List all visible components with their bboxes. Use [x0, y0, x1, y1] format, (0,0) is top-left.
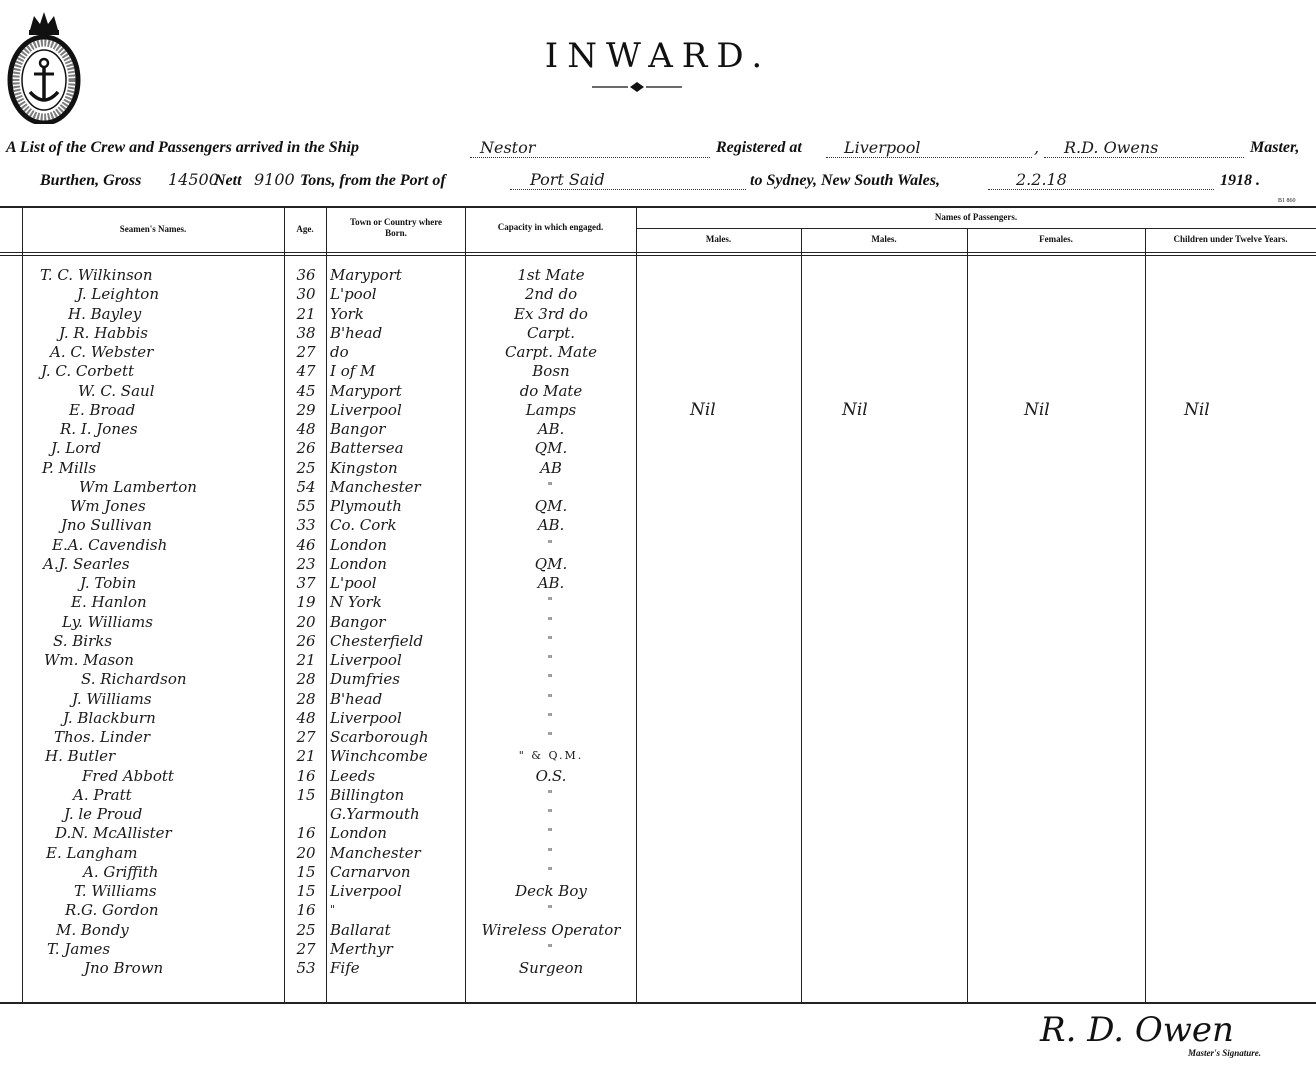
header-males-1: Males.: [705, 234, 732, 244]
seaman-capacity: Carpt. Mate: [505, 343, 597, 361]
seaman-birthplace: Kingston: [330, 458, 398, 477]
from-port-field: [510, 170, 746, 190]
seaman-name: Fred Abbott: [82, 766, 174, 785]
seaman-age: 36: [296, 266, 316, 284]
seaman-age: 48: [296, 708, 316, 727]
arrival-date-field: [988, 170, 1214, 190]
seaman-name: Ly. Williams: [62, 612, 153, 631]
seaman-age: 16: [296, 824, 316, 843]
seaman-age: 46: [296, 535, 316, 554]
seaman-birthplace: L'pool: [330, 574, 377, 592]
col-rule-age: [326, 207, 327, 1002]
seaman-capacity: do Mate: [519, 381, 583, 400]
header-seamens-names: Seamen's Names.: [119, 224, 187, 234]
seaman-capacity: AB.: [537, 516, 565, 535]
col-rule-born: [465, 207, 466, 1002]
gross-tonnage: 14500: [168, 170, 219, 189]
seaman-birthplace: I of M: [330, 362, 376, 381]
seaman-age: 33: [296, 516, 316, 535]
col-rule-capacity: [636, 207, 637, 1002]
tons-from-port-label: Tons, from the Port of: [300, 172, 446, 189]
seaman-name: H. Bayley: [68, 304, 142, 323]
seaman-name: Wm. Mason: [44, 651, 134, 669]
crew-list-prefix: A List of the Crew and Passengers arrived in the Ship: [6, 139, 359, 156]
seaman-age: 54: [296, 477, 316, 496]
seaman-age: 25: [296, 458, 316, 477]
seaman-age: 55: [296, 497, 316, 515]
seaman-birthplace: Liverpool: [330, 651, 402, 669]
seaman-capacity: ": [547, 864, 555, 878]
seaman-age: 26: [296, 631, 316, 650]
seaman-age: 21: [296, 304, 316, 323]
registered-port: Liverpool: [844, 138, 921, 157]
seaman-birthplace: Liverpool: [330, 400, 402, 419]
seaman-name: Wm Jones: [70, 497, 146, 515]
seaman-name: R. I. Jones: [60, 420, 138, 438]
comma-1: ,: [1034, 138, 1040, 157]
seaman-name: S. Richardson: [81, 670, 187, 689]
seaman-birthplace: Liverpool: [330, 708, 402, 727]
seaman-name: T. Williams: [74, 882, 157, 900]
page-title: INWARD.: [544, 36, 772, 76]
seaman-capacity: ": [547, 941, 555, 955]
registered-port-field: [826, 138, 1032, 158]
seaman-age: 25: [296, 920, 316, 939]
children-nil: Nil: [1184, 400, 1210, 420]
males-2-nil: Nil: [842, 400, 868, 420]
seaman-name: A.J. Searles: [43, 554, 130, 573]
seaman-birthplace: Manchester: [330, 843, 421, 862]
seaman-name: W. C. Saul: [78, 381, 155, 400]
header-age: Age.: [296, 224, 314, 234]
col-rule-females: [1145, 229, 1146, 1002]
seaman-age: 38: [296, 323, 316, 342]
seaman-birthplace: do: [330, 343, 349, 361]
seaman-birthplace: L'pool: [330, 285, 377, 304]
seaman-capacity: AB.: [537, 420, 565, 438]
seaman-capacity: ": [547, 595, 555, 609]
seaman-name: E. Langham: [46, 843, 138, 862]
seaman-birthplace: N York: [330, 593, 382, 612]
seaman-capacity: 2nd do: [524, 285, 578, 304]
seaman-age: 21: [296, 651, 316, 669]
seaman-age: 28: [296, 670, 316, 689]
seaman-capacity: Carpt.: [527, 323, 575, 342]
ship-name-field: [470, 138, 710, 158]
seaman-name: Jno Brown: [84, 959, 164, 977]
col-rule-males1: [801, 229, 802, 1002]
seaman-capacity: ": [547, 903, 555, 917]
from-port: Port Said: [530, 170, 605, 189]
seaman-birthplace: Carnarvon: [330, 862, 411, 881]
seaman-birthplace: Winchcombe: [330, 747, 428, 766]
seaman-age: 28: [296, 689, 316, 708]
seaman-capacity: ": [547, 826, 555, 840]
seaman-capacity: ": [547, 633, 555, 647]
females-nil: Nil: [1024, 400, 1050, 420]
seaman-capacity: Bosn: [532, 362, 570, 381]
seaman-name: D.N. McAllister: [55, 824, 172, 843]
nett-label: Nett: [214, 172, 242, 189]
seaman-name: A. Griffith: [83, 862, 159, 881]
seaman-capacity: Surgeon: [518, 959, 584, 977]
seaman-birthplace: Dumfries: [330, 670, 401, 689]
seaman-birthplace: Co. Cork: [330, 516, 397, 535]
seaman-age: 19: [296, 593, 316, 612]
seaman-name: Wm Lamberton: [79, 477, 197, 496]
seaman-birthplace: Ballarat: [330, 920, 391, 939]
seaman-age: 21: [296, 747, 316, 766]
master-signature-label: Master's Signature.: [1188, 1048, 1262, 1058]
seaman-birthplace: Chesterfield: [330, 631, 424, 650]
header-capacity: Capacity in which engaged.: [497, 222, 604, 232]
seaman-name: E. Hanlon: [71, 593, 147, 612]
seaman-age: 48: [296, 420, 316, 438]
seaman-name: R.G. Gordon: [65, 901, 159, 920]
seaman-capacity: ": [547, 537, 555, 551]
registered-label: Registered at: [716, 139, 802, 156]
seaman-birthplace: London: [330, 535, 387, 554]
seaman-age: 45: [296, 381, 316, 400]
seaman-name: M. Bondy: [56, 920, 129, 939]
seaman-name: S. Birks: [53, 631, 113, 650]
burthen-label: Burthen, Gross: [40, 172, 142, 189]
seaman-birthplace: London: [330, 554, 387, 573]
seaman-birthplace: Fife: [330, 959, 360, 977]
seaman-birthplace: Plymouth: [330, 497, 402, 515]
seaman-capacity: QM.: [534, 497, 568, 515]
seaman-name: E.A. Cavendish: [52, 535, 168, 554]
passenger-header-rule: [636, 228, 1316, 229]
seaman-capacity: ": [547, 845, 555, 859]
seaman-age: 16: [296, 901, 316, 920]
seaman-capacity: O.S.: [535, 766, 567, 785]
seaman-age: 23: [296, 554, 316, 573]
seaman-age: 30: [296, 285, 316, 304]
form-number: B1 860: [1278, 198, 1296, 204]
arrival-date: 2.2.18: [1016, 170, 1067, 189]
seaman-capacity: ": [547, 653, 555, 666]
seaman-birthplace: Merthyr: [330, 939, 393, 958]
seaman-capacity: QM.: [534, 439, 568, 458]
seaman-birthplace: ": [330, 903, 338, 917]
col-rule-name: [284, 207, 285, 1002]
seaman-name: J. Lord: [51, 439, 102, 458]
seaman-age: 15: [296, 882, 316, 900]
ship-name: Nestor: [480, 138, 536, 157]
seaman-name: J. Williams: [72, 689, 152, 708]
seaman-age: 53: [296, 959, 316, 977]
seaman-birthplace: York: [330, 304, 364, 323]
seaman-birthplace: Manchester: [330, 477, 421, 496]
to-sydney-label: to Sydney, New South Wales,: [750, 172, 940, 189]
seaman-name: J. C. Corbett: [41, 362, 135, 381]
table-bottom-rule: [0, 1002, 1316, 1004]
seaman-capacity: Lamps: [525, 400, 577, 419]
seaman-birthplace: B'head: [330, 689, 383, 708]
master-name: R.D. Owens: [1064, 138, 1159, 157]
master-name-field: [1044, 138, 1244, 158]
seaman-name: J. R. Habbis: [59, 323, 148, 342]
seaman-birthplace: B'head: [330, 323, 383, 342]
title-ornament: [592, 80, 682, 94]
seaman-birthplace: London: [330, 824, 387, 843]
seaman-birthplace: Maryport: [330, 381, 402, 400]
seaman-name: A. C. Webster: [50, 343, 154, 361]
seaman-capacity: QM.: [534, 554, 568, 573]
seaman-age: 20: [296, 843, 316, 862]
seaman-name: P. Mills: [42, 458, 97, 477]
seaman-name: Jno Sullivan: [61, 516, 152, 535]
seaman-capacity: AB.: [537, 574, 565, 592]
seaman-birthplace: Leeds: [330, 766, 376, 785]
seaman-name: J. le Proud: [64, 805, 143, 823]
seaman-name: H. Butler: [45, 747, 116, 766]
seaman-capacity: ": [547, 691, 555, 705]
seaman-capacity: ": [547, 479, 555, 493]
seaman-capacity: ": [547, 614, 555, 628]
seaman-name: Thos. Linder: [54, 728, 150, 746]
seaman-age: 29: [296, 400, 316, 419]
seaman-capacity: 1st Mate: [517, 266, 585, 284]
seaman-birthplace: Liverpool: [330, 882, 402, 900]
seaman-name: E. Broad: [69, 400, 136, 419]
seaman-capacity: Wireless Operator: [481, 920, 621, 939]
header-town-born: Town or Country where Born.: [349, 217, 443, 238]
seaman-capacity: ": [547, 787, 555, 801]
seaman-age: 15: [296, 785, 316, 804]
seaman-name: J. Leighton: [77, 285, 160, 304]
seaman-birthplace: Maryport: [330, 266, 402, 284]
seaman-age: 26: [296, 439, 316, 458]
header-males-2: Males.: [871, 234, 897, 244]
nett-tonnage: 9100: [254, 170, 295, 189]
seaman-age: 15: [296, 862, 316, 881]
header-names-of-passengers: Names of Passengers.: [934, 212, 1018, 222]
seaman-capacity: AB: [540, 458, 562, 477]
seaman-name: J. Tobin: [80, 574, 137, 592]
seaman-birthplace: G.Yarmouth: [330, 805, 420, 823]
seaman-birthplace: Billington: [330, 785, 405, 804]
seaman-age: 27: [296, 728, 316, 746]
seaman-capacity: Deck Boy: [515, 882, 587, 900]
seaman-age: 37: [296, 574, 316, 592]
table-top-rule: [0, 206, 1316, 208]
seaman-capacity: ": [547, 710, 555, 724]
seaman-capacity: Ex 3rd do: [514, 304, 588, 323]
seaman-age: 16: [296, 766, 316, 785]
year: 1918 .: [1220, 172, 1260, 189]
seaman-birthplace: Bangor: [330, 420, 386, 438]
master-label: Master,: [1250, 139, 1300, 156]
seaman-name: T. C. Wilkinson: [40, 266, 153, 284]
seaman-capacity: ": [547, 807, 555, 820]
males-nil: Nil: [690, 400, 716, 420]
seaman-capacity: ": [547, 672, 555, 686]
seaman-capacity: ": [547, 730, 555, 743]
seaman-age: 20: [296, 612, 316, 631]
header-females: Females.: [1039, 234, 1073, 244]
seaman-age: 27: [296, 343, 316, 361]
col-rule-left: [22, 207, 23, 1002]
master-signature: R. D. Owen: [1040, 1010, 1234, 1050]
seaman-birthplace: Bangor: [330, 612, 386, 631]
header-children: Children under Twelve Years.: [1173, 234, 1288, 244]
seaman-birthplace: Battersea: [330, 439, 404, 458]
seaman-birthplace: Scarborough: [330, 728, 429, 746]
seaman-name: J. Blackburn: [63, 708, 156, 727]
seaman-name: T. James: [47, 939, 111, 958]
seaman-capacity: " & Q.M.: [518, 749, 584, 763]
seaman-name: A. Pratt: [73, 785, 132, 804]
table-header-rule: [0, 252, 1316, 253]
col-rule-males2: [967, 229, 968, 1002]
seaman-age: 47: [296, 362, 316, 381]
table-header-rule-double: [0, 255, 1316, 256]
seaman-age: 27: [296, 939, 316, 958]
